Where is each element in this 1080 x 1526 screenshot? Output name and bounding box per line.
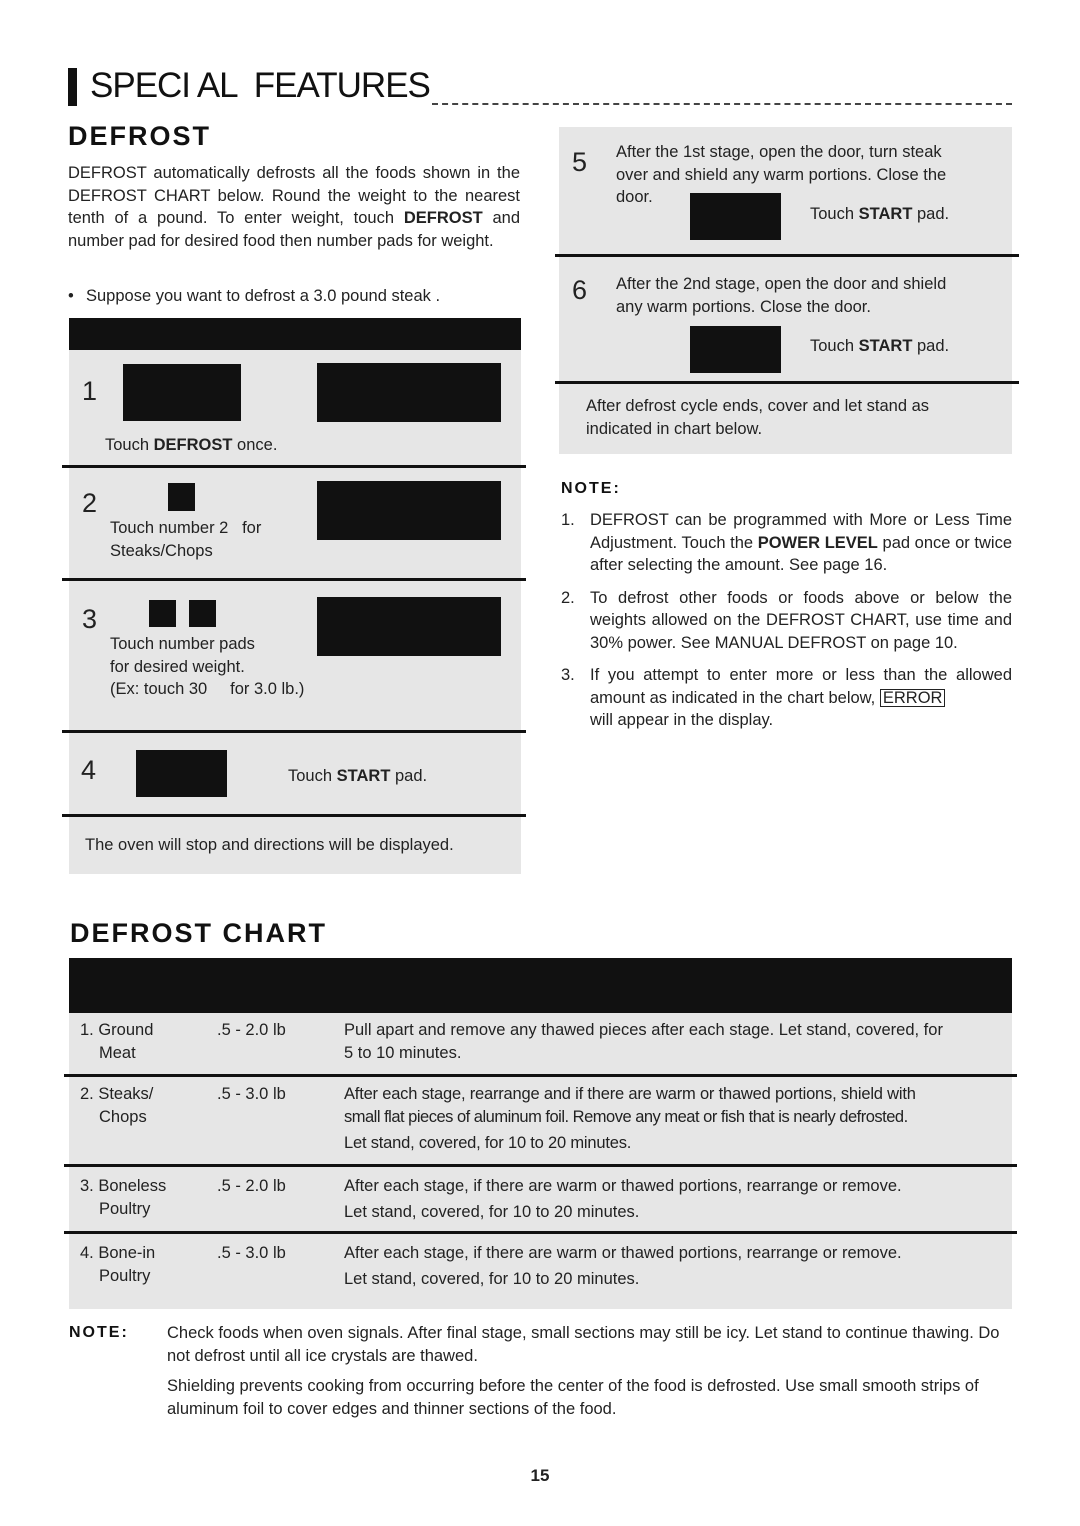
note-item: 2. To defrost other foods or foods above or below the weights allowed on the DEFROST CHART, use time and 30% power. See MANUAL DEFROST on page 10. (561, 588, 1012, 652)
step-2-number: 2 (82, 488, 98, 518)
chart-amount-cell: .5 - 2.0 lb (217, 1177, 286, 1195)
start-pad-graphic (136, 750, 227, 797)
steps-end-text: The oven will stop and directions will be displayed. (85, 836, 454, 854)
defrost-chart-heading: DEFROST CHART (70, 918, 327, 948)
step-separator (62, 814, 526, 817)
chart-food-cell: 4. Bone-in Poultry (80, 1244, 156, 1285)
chart-amount-cell: .5 - 2.0 lb (217, 1021, 286, 1039)
step-4-number: 4 (81, 755, 97, 785)
step-5-start-text: Touch START pad. (810, 205, 950, 223)
step-6-start-text: Touch START pad. (810, 337, 950, 355)
chart-row-separator (64, 1164, 1017, 1167)
step-5-number: 5 (572, 147, 588, 177)
display-graphic-1 (317, 363, 501, 422)
start-pad-graphic (690, 193, 781, 240)
step-3-text: Touch number pads for desired weight. (Ex: touch 30 for 3.0 lb.) (110, 635, 305, 698)
step-1-number: 1 (82, 376, 98, 406)
page-number: 15 (530, 1466, 550, 1485)
step-6-number: 6 (572, 275, 588, 305)
step-5-text: After the 1st stage, open the door, turn steak over and shield any warm portions. Close the door. (616, 143, 947, 206)
step-6-text: After the 2nd stage, open the door and shield any warm portions. Close the door. (616, 275, 947, 316)
chart-procedure-cell: Pull apart and remove any thawed pieces after each stage. Let stand, covered, for 5 to 10 minutes. (344, 1021, 943, 1062)
after-cycle-text: After defrost cycle ends, cover and let stand as indicated in chart below. (586, 397, 930, 438)
chart-amount-cell: .5 - 3.0 lb (217, 1244, 286, 1262)
chart-row-separator (64, 1074, 1017, 1077)
step-2-text: Touch number 2 for Steaks/Chops (110, 519, 262, 560)
bottom-note-label: NOTE: (69, 1324, 129, 1341)
step-3-number: 3 (82, 604, 98, 634)
steps-header-bar (69, 318, 521, 350)
bottom-note-text-1: Check foods when oven signals. After final stage, small sections may still be icy. Let stand to continue thawing. Do not defrost until all ice crystals are thawed. (167, 1324, 1000, 1365)
defrost-example-bullet: • Suppose you want to defrost a 3.0 pound steak . (68, 287, 441, 305)
chart-food-cell: 1. Ground Meat (80, 1021, 154, 1062)
chart-food-cell: 2. Steaks/ Chops (80, 1085, 154, 1126)
bottom-note-text-2: Shielding prevents cooking from occurring before the center of the food is defrosted. Use small smooth strips of aluminum foil to cover edges and thinner sections of the food. (167, 1377, 979, 1418)
number-pad-0-graphic (189, 600, 216, 627)
header-dashed-rule (432, 103, 1012, 105)
chart-food-cell: 3. Boneless Poultry (80, 1177, 167, 1218)
step-4-text: Touch START pad. (288, 767, 428, 785)
chart-amount-cell: .5 - 3.0 lb (217, 1085, 286, 1103)
header-bar (68, 68, 77, 106)
step-separator (62, 465, 526, 468)
chart-procedure-cell: After each stage, if there are warm or thawed portions, rearrange or remove. Let stand, covered, for 10 to 20 minutes. (344, 1177, 902, 1221)
step-1-text: Touch DEFROST once. (105, 436, 278, 454)
chart-row-separator (64, 1231, 1017, 1234)
step-separator (62, 578, 526, 581)
display-graphic-3 (317, 597, 501, 656)
defrost-pad-graphic (123, 364, 241, 421)
step-separator (555, 381, 1019, 384)
note-item: 1. DEFROST can be programmed with More or Less Time Adjustment. Touch the POWER LEVEL pad once or twice after selecting the amount. See page 16. (561, 511, 1013, 574)
number-pad-2-graphic (168, 483, 195, 511)
step-separator (555, 254, 1019, 257)
chart-procedure-cell: After each stage, rearrange and if there are warm or thawed portions, shield with small flat pieces of aluminum foil. Remove any meat or fish that is nearly defrosted. Let stand, covered, for 10 to 20 minutes. (344, 1085, 916, 1152)
note-label: NOTE: (561, 480, 621, 497)
note-item: 3. If you attempt to enter more or less than the allowed amount as indicated in the chart below, ERROR will appear in the display. (561, 666, 1012, 729)
number-pad-3-graphic (149, 600, 176, 627)
step-separator (62, 730, 526, 733)
defrost-heading: DEFROST (68, 121, 212, 151)
defrost-intro: DEFROST automatically defrosts all the foods shown in the DEFROST CHART below. Round the weight to the nearest tenth of a pound. To enter weight, touch DEFROST and number pad for desired food then number pads for weight. (68, 164, 520, 250)
error-display-label: ERROR (880, 689, 946, 707)
display-graphic-2 (317, 481, 501, 540)
note-list (561, 509, 1012, 732)
chart-header-bar (69, 958, 1012, 1013)
page-title: SPECI AL FEATURES (90, 66, 430, 105)
start-pad-graphic (690, 326, 781, 373)
chart-procedure-cell: After each stage, if there are warm or thawed portions, rearrange or remove. Let stand, covered, for 10 to 20 minutes. (344, 1244, 902, 1288)
